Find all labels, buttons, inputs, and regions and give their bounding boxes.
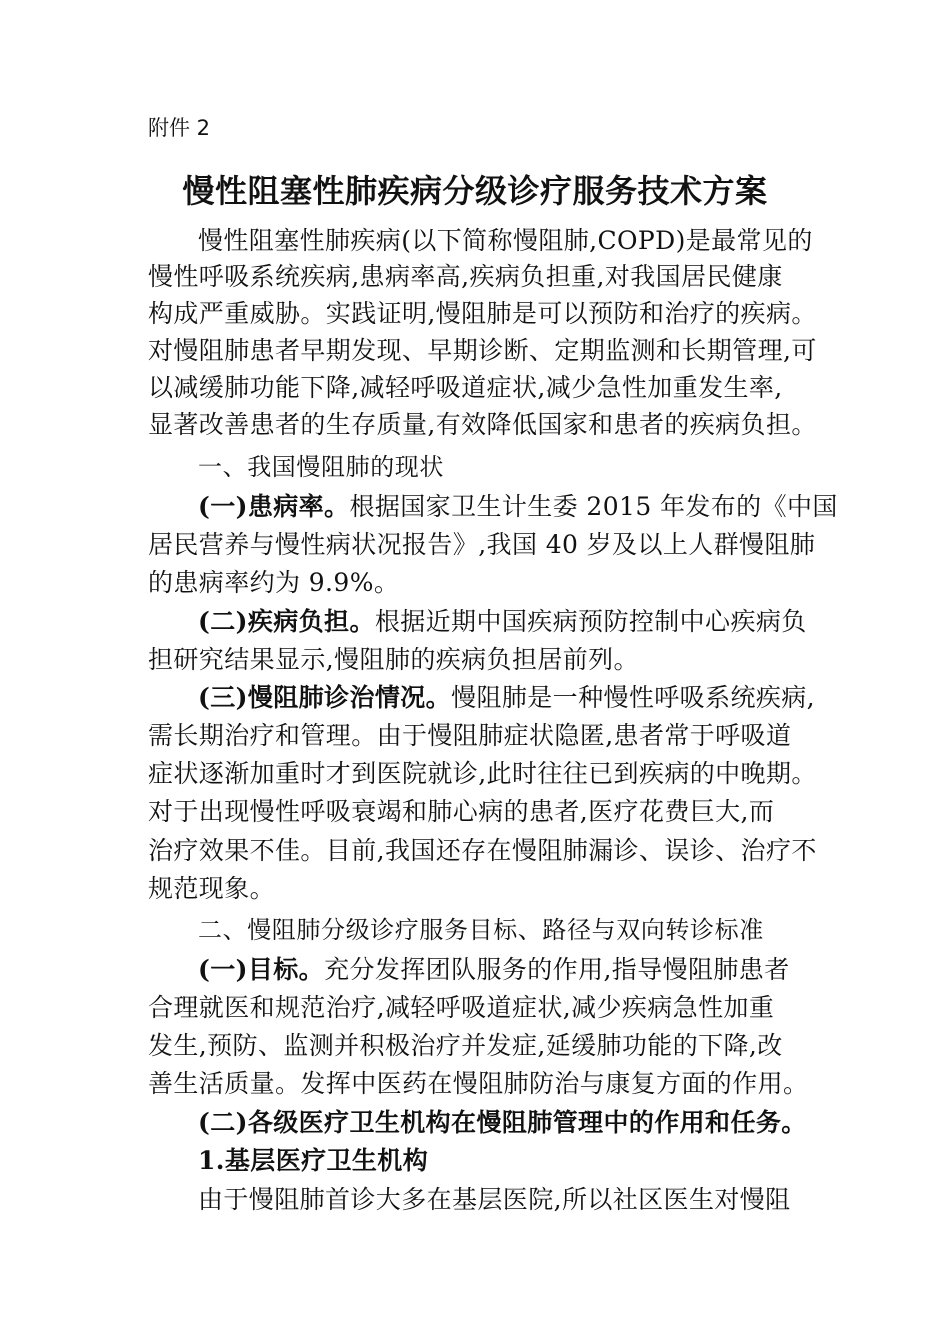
primary-care-line-1: 由于慢阻肺首诊大多在基层医院,所以社区医生对慢阻 bbox=[198, 1185, 791, 1214]
goal-line-2: 合理就医和规范治疗,减轻呼吸道症状,减少疾病急性加重 bbox=[148, 993, 775, 1022]
diagnosis-line-4: 对于出现慢性呼吸衰竭和肺心病的患者,医疗花费巨大,而 bbox=[148, 797, 775, 826]
document-title: 慢性阻塞性肺疾病分级诊疗服务技术方案 bbox=[182, 172, 768, 210]
roles-heading: (二)各级医疗卫生机构在慢阻肺管理中的作用和任务。 bbox=[198, 1108, 807, 1137]
prevalence-line-3: 的患病率约为 9.9%。 bbox=[148, 568, 400, 597]
intro-line-6: 显著改善患者的生存质量,有效降低国家和患者的疾病负担。 bbox=[148, 410, 817, 439]
diagnosis-line-5: 治疗效果不佳。目前,我国还存在慢阻肺漏诊、误诊、治疗不 bbox=[148, 836, 817, 865]
intro-line-1: 慢性阻塞性肺疾病(以下简称慢阻肺,COPD)是最常见的 bbox=[198, 226, 813, 255]
burden-line-1 bbox=[198, 605, 807, 639]
goal-label: (一)目标。 bbox=[198, 955, 325, 984]
prevalence-label: (一)患病率。 bbox=[198, 492, 350, 521]
prevalence-line-2: 居民营养与慢性病状况报告》,我国 40 岁及以上人群慢阻肺 bbox=[148, 530, 816, 559]
burden-text-1: 根据近期中国疾病预防控制中心疾病负 bbox=[374, 607, 807, 636]
primary-care-heading: 1.基层医疗卫生机构 bbox=[198, 1146, 429, 1175]
section-1-heading: 一、我国慢阻肺的现状 bbox=[198, 453, 444, 481]
goal-text-1: 充分发挥团队服务的作用,指导慢阻肺患者 bbox=[324, 955, 790, 984]
diagnosis-line-2: 需长期治疗和管理。由于慢阻肺症状隐匿,患者常于呼吸道 bbox=[148, 721, 792, 750]
burden-line-2: 担研究结果显示,慢阻肺的疾病负担居前列。 bbox=[148, 645, 639, 674]
attachment-label: 附件 2 bbox=[148, 116, 211, 140]
intro-line-4: 对慢阻肺患者早期发现、早期诊断、定期监测和长期管理,可 bbox=[148, 336, 817, 365]
diagnosis-text-1: 慢阻肺是一种慢性呼吸系统疾病, bbox=[451, 683, 816, 712]
prevalence-text-1: 根据国家卫生计生委 2015 年发布的《中国 bbox=[349, 492, 838, 521]
diagnosis-line-1 bbox=[198, 681, 815, 715]
intro-line-3: 构成严重威胁。实践证明,慢阻肺是可以预防和治疗的疾病。 bbox=[148, 299, 817, 328]
burden-label: (二)疾病负担。 bbox=[198, 607, 375, 636]
intro-line-5: 以减缓肺功能下降,减轻呼吸道症状,减少急性加重发生率, bbox=[148, 373, 783, 402]
diagnosis-line-3: 症状逐渐加重时才到医院就诊,此时往往已到疾病的中晚期。 bbox=[148, 759, 817, 788]
intro-line-2: 慢性呼吸系统疾病,患病率高,疾病负担重,对我国居民健康 bbox=[148, 262, 783, 291]
goal-line-1 bbox=[198, 953, 790, 987]
section-2-heading: 二、慢阻肺分级诊疗服务目标、路径与双向转诊标准 bbox=[198, 916, 764, 944]
goal-line-4: 善生活质量。发挥中医药在慢阻肺防治与康复方面的作用。 bbox=[148, 1069, 809, 1098]
prevalence-line-1 bbox=[198, 490, 838, 524]
diagnosis-line-6: 规范现象。 bbox=[148, 874, 276, 903]
diagnosis-label: (三)慢阻肺诊治情况。 bbox=[198, 683, 452, 712]
goal-line-3: 发生,预防、监测并积极治疗并发症,延缓肺功能的下降,改 bbox=[148, 1031, 783, 1060]
